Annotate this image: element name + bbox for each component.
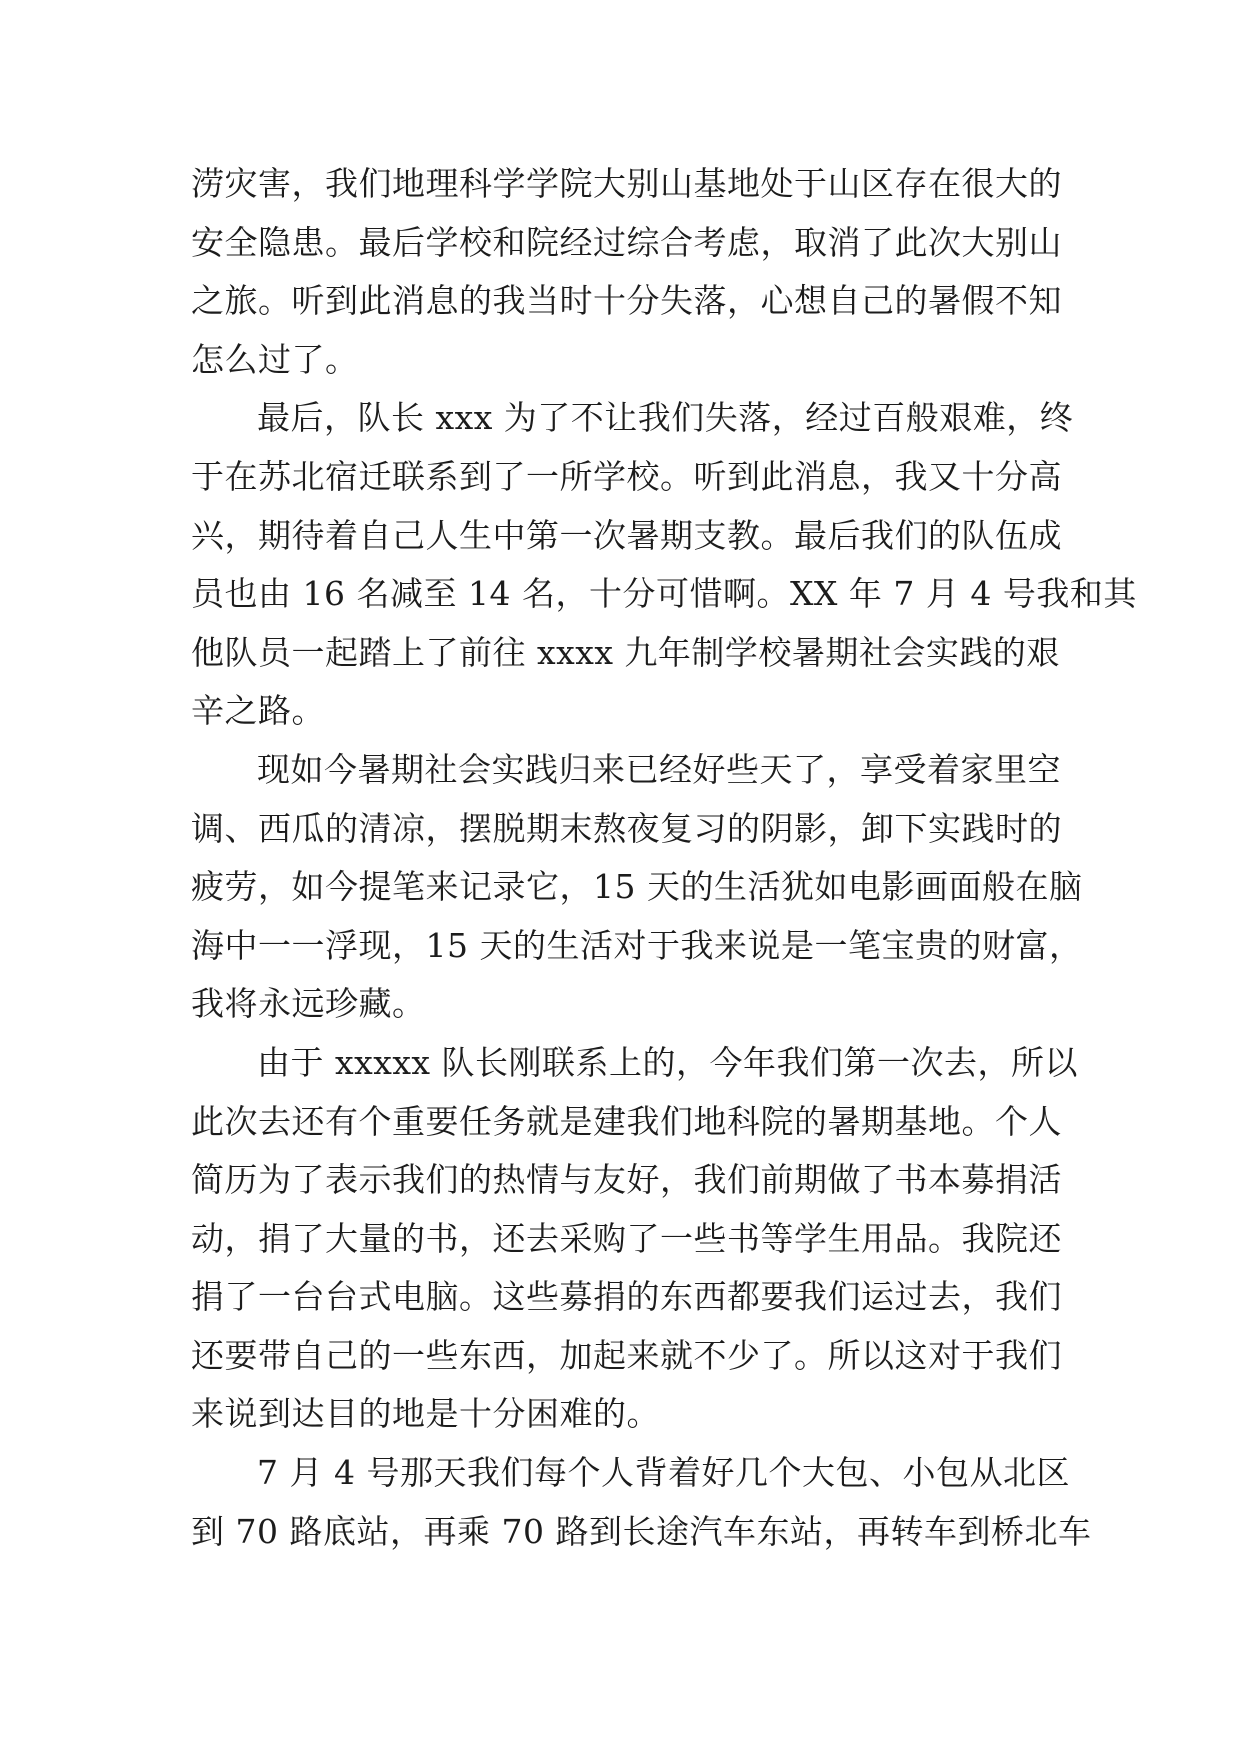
paragraph-first-line: 最后，队长 xxx 为了不让我们失落，经过百般艰难，终 <box>257 398 1074 438</box>
text-line: 涝灾害，我们地理科学学院大别山基地处于山区存在很大的 <box>191 164 1062 203</box>
text-line: 我将永远珍藏。 <box>191 984 426 1024</box>
text-line: 此次去还有个重要任务就是建我们地科院的暑期基地。个人 <box>191 1101 1062 1141</box>
text-line: 怎么过了。 <box>191 339 359 379</box>
text-line: 员也由 16 名减至 14 名，十分可惜啊。XX 年 7 月 4 号我和其 <box>191 574 1137 614</box>
text-line: 于在苏北宿迁联系到了一所学校。听到此消息，我又十分高 <box>191 456 1062 496</box>
text-line: 海中一一浮现，15 天的生活对于我来说是一笔宝贵的财富， <box>191 925 1083 965</box>
paragraph-first-line: 现如今暑期社会实践归来已经好些天了，享受着家里空 <box>257 749 1061 789</box>
text-line: 捐了一台台式电脑。这些募捐的东西都要我们运过去，我们 <box>191 1277 1062 1317</box>
text-line: 兴，期待着自己人生中第一次暑期支教。最后我们的队伍成 <box>191 515 1062 555</box>
text-line: 到 70 路底站，再乘 70 路到长途汽车东站，再转车到桥北车 <box>191 1511 1092 1551</box>
text-line: 安全隐患。最后学校和院经过综合考虑，取消了此次大别山 <box>191 222 1062 262</box>
text-line: 动，捐了大量的书，还去采购了一些书等学生用品。我院还 <box>191 1218 1062 1258</box>
text-line: 疲劳，如今提笔来记录它，15 天的生活犹如电影画面般在脑 <box>191 867 1083 907</box>
paragraph-first-line: 7 月 4 号那天我们每个人背着好几个大包、小包从北区 <box>257 1453 1070 1493</box>
document-body <box>191 155 1137 1561</box>
text-line: 调、西瓜的清凉，摆脱期末熬夜复习的阴影，卸下实践时的 <box>191 808 1062 848</box>
text-line: 之旅。听到此消息的我当时十分失落，心想自己的暑假不知 <box>191 281 1062 321</box>
paragraph-first-line: 由于 xxxxx 队长刚联系上的，今年我们第一次去，所以 <box>257 1042 1079 1082</box>
text-line: 来说到达目的地是十分困难的。 <box>191 1394 660 1434</box>
text-line: 辛之路。 <box>191 691 325 731</box>
text-line: 还要带自己的一些东西，加起来就不少了。所以这对于我们 <box>191 1335 1062 1375</box>
text-line: 简历为了表示我们的热情与友好，我们前期做了书本募捐活 <box>191 1160 1062 1200</box>
text-line: 他队员一起踏上了前往 xxxx 九年制学校暑期社会实践的艰 <box>191 632 1060 672</box>
